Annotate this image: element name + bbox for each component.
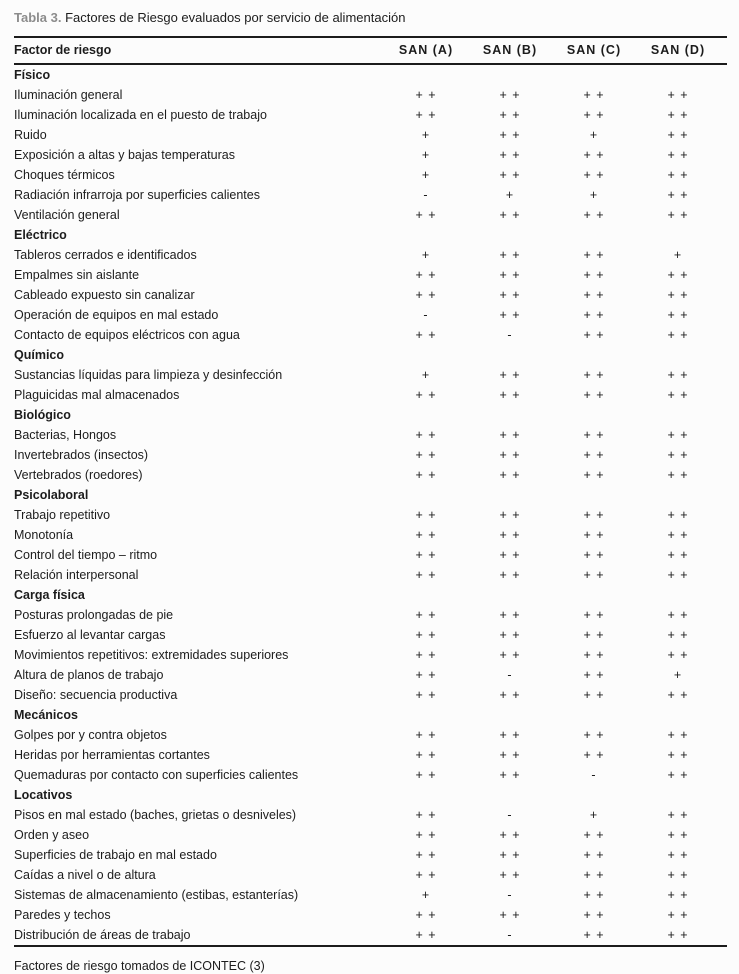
rating-cell: + +: [667, 888, 689, 902]
rating-cell: + +: [583, 848, 605, 862]
factor-cell: Relación interpersonal: [14, 568, 139, 582]
rating-cell: + +: [667, 748, 689, 762]
rating-cell: + +: [499, 368, 521, 382]
rating-cell: + +: [583, 208, 605, 222]
rating-cell: +: [421, 128, 431, 142]
rating-cell: + +: [667, 188, 689, 202]
rating-cell: + +: [583, 608, 605, 622]
factor-cell: Vertebrados (roedores): [14, 468, 143, 482]
table-row: [14, 285, 727, 305]
table-footnote: Factores de riesgo tomados de ICONTEC (3): [14, 959, 265, 973]
rating-cell: + +: [499, 508, 521, 522]
category-label: Psicolaboral: [14, 488, 89, 502]
rating-cell: + +: [583, 368, 605, 382]
table-row: [14, 685, 727, 705]
rating-cell: + +: [499, 448, 521, 462]
table-title-label: Tabla 3.: [14, 10, 62, 25]
rating-cell: + +: [583, 748, 605, 762]
rating-cell: + +: [415, 468, 437, 482]
table-row: [14, 805, 727, 825]
table-row: [14, 505, 727, 525]
rating-cell: +: [673, 248, 683, 262]
factor-cell: Bacterias, Hongos: [14, 428, 117, 442]
rating-cell: + +: [583, 568, 605, 582]
table-row: [14, 565, 727, 585]
rating-cell: +: [421, 248, 431, 262]
table-row: [14, 145, 727, 165]
rating-cell: + +: [583, 508, 605, 522]
rating-cell: + +: [499, 688, 521, 702]
rating-cell: + +: [415, 868, 437, 882]
rating-cell: + +: [583, 648, 605, 662]
table-header-row: [14, 38, 727, 65]
factor-cell: Iluminación localizada en el puesto de trabajo: [14, 108, 267, 122]
rating-cell: -: [507, 668, 513, 682]
rating-cell: + +: [667, 648, 689, 662]
factor-cell: Monotonía: [14, 528, 74, 542]
category-label: Eléctrico: [14, 228, 67, 242]
rating-cell: + +: [583, 448, 605, 462]
rating-cell: + +: [415, 808, 437, 822]
table-row: [14, 925, 727, 945]
factor-cell: Tableros cerrados e identificados: [14, 248, 197, 262]
rating-cell: + +: [415, 288, 437, 302]
rating-cell: + +: [499, 288, 521, 302]
rating-cell: + +: [499, 868, 521, 882]
category-row: [14, 585, 727, 605]
table-row: [14, 625, 727, 645]
table-row: [14, 645, 727, 665]
rating-cell: + +: [583, 928, 605, 942]
table-row: [14, 745, 727, 765]
factor-cell: Golpes por y contra objetos: [14, 728, 167, 742]
rating-cell: + +: [583, 528, 605, 542]
rating-cell: + +: [499, 628, 521, 642]
rating-cell: + +: [415, 628, 437, 642]
rating-cell: + +: [415, 848, 437, 862]
rating-cell: + +: [583, 88, 605, 102]
rating-cell: + +: [583, 288, 605, 302]
factor-cell: Sustancias líquidas para limpieza y desinfección: [14, 368, 283, 382]
rating-cell: + +: [667, 388, 689, 402]
rating-cell: + +: [667, 728, 689, 742]
table-row: [14, 885, 727, 905]
rating-cell: + +: [415, 428, 437, 442]
rating-cell: + +: [499, 468, 521, 482]
rating-cell: + +: [667, 628, 689, 642]
rating-cell: + +: [415, 528, 437, 542]
table-title-text: Factores de Riesgo evaluados por servicio de alimentación: [65, 10, 406, 25]
rating-cell: + +: [583, 468, 605, 482]
rating-cell: + +: [499, 108, 521, 122]
category-label: Locativos: [14, 788, 73, 802]
table-row: [14, 205, 727, 225]
rating-cell: +: [505, 188, 515, 202]
factor-cell: Diseño: secuencia productiva: [14, 688, 178, 702]
rating-cell: + +: [667, 428, 689, 442]
table-row: [14, 245, 727, 265]
factor-cell: Iluminación general: [14, 88, 123, 102]
table-row: [14, 165, 727, 185]
rating-cell: + +: [583, 668, 605, 682]
category-row: [14, 345, 727, 365]
table-row: [14, 445, 727, 465]
factor-cell: Exposición a altas y bajas temperaturas: [14, 148, 235, 162]
rating-cell: + +: [667, 848, 689, 862]
rating-cell: +: [673, 668, 683, 682]
rating-cell: + +: [583, 248, 605, 262]
rating-cell: + +: [583, 148, 605, 162]
category-label: Físico: [14, 68, 51, 82]
factor-cell: Cableado expuesto sin canalizar: [14, 288, 195, 302]
table-row: [14, 845, 727, 865]
rating-cell: +: [421, 148, 431, 162]
table-row: [14, 665, 727, 685]
category-row: [14, 705, 727, 725]
rating-cell: +: [421, 368, 431, 382]
factor-cell: Ruido: [14, 128, 47, 142]
rating-cell: + +: [583, 168, 605, 182]
factor-cell: Heridas por herramientas cortantes: [14, 748, 210, 762]
rating-cell: + +: [415, 828, 437, 842]
rating-cell: + +: [415, 768, 437, 782]
column-header-san-b: SAN (B): [482, 43, 538, 57]
rating-cell: + +: [499, 248, 521, 262]
rating-cell: -: [591, 768, 597, 782]
rating-cell: + +: [667, 268, 689, 282]
rating-cell: + +: [667, 908, 689, 922]
rating-cell: + +: [667, 328, 689, 342]
table-row: [14, 85, 727, 105]
rating-cell: + +: [583, 868, 605, 882]
factor-cell: Radiación infrarroja por superficies calientes: [14, 188, 260, 202]
table-row: [14, 385, 727, 405]
rating-cell: -: [507, 888, 513, 902]
rating-cell: + +: [415, 388, 437, 402]
category-label: Químico: [14, 348, 65, 362]
factor-cell: Orden y aseo: [14, 828, 90, 842]
rating-cell: + +: [415, 448, 437, 462]
rating-cell: + +: [667, 928, 689, 942]
table-row: [14, 125, 727, 145]
rating-cell: + +: [667, 128, 689, 142]
rating-cell: +: [421, 168, 431, 182]
rating-cell: + +: [667, 148, 689, 162]
factor-cell: Sistemas de almacenamiento (estibas, estanterías): [14, 888, 299, 902]
rating-cell: + +: [667, 308, 689, 322]
column-header-san-d: SAN (D): [650, 43, 706, 57]
rating-cell: + +: [415, 668, 437, 682]
rating-cell: + +: [499, 848, 521, 862]
rating-cell: + +: [583, 308, 605, 322]
table-row: [14, 265, 727, 285]
rating-cell: + +: [499, 908, 521, 922]
rating-cell: -: [507, 928, 513, 942]
rating-cell: + +: [667, 168, 689, 182]
table-row: [14, 605, 727, 625]
rating-cell: + +: [499, 568, 521, 582]
category-row: [14, 225, 727, 245]
rating-cell: + +: [499, 608, 521, 622]
rating-cell: + +: [415, 608, 437, 622]
factor-cell: Choques térmicos: [14, 168, 115, 182]
rating-cell: + +: [499, 748, 521, 762]
rating-cell: + +: [499, 768, 521, 782]
rating-cell: + +: [667, 868, 689, 882]
column-header-factor: Factor de riesgo: [14, 43, 112, 57]
table-row: [14, 545, 727, 565]
table-row: [14, 825, 727, 845]
column-header-san-c: SAN (C): [566, 43, 622, 57]
risk-factors-table: [14, 36, 727, 947]
rating-cell: + +: [583, 728, 605, 742]
factor-cell: Altura de planos de trabajo: [14, 668, 164, 682]
rating-cell: + +: [667, 88, 689, 102]
rating-cell: + +: [583, 628, 605, 642]
rating-cell: + +: [667, 568, 689, 582]
category-row: [14, 65, 727, 85]
rating-cell: + +: [415, 88, 437, 102]
rating-cell: + +: [667, 548, 689, 562]
table-row: [14, 725, 727, 745]
factor-cell: Paredes y techos: [14, 908, 111, 922]
rating-cell: + +: [415, 748, 437, 762]
rating-cell: +: [589, 188, 599, 202]
rating-cell: + +: [667, 688, 689, 702]
factor-cell: Control del tiempo – ritmo: [14, 548, 158, 562]
factor-cell: Trabajo repetitivo: [14, 508, 111, 522]
table-title: [14, 10, 727, 26]
rating-cell: + +: [415, 548, 437, 562]
rating-cell: + +: [415, 908, 437, 922]
rating-cell: + +: [667, 448, 689, 462]
table-row: [14, 905, 727, 925]
rating-cell: + +: [667, 828, 689, 842]
rating-cell: + +: [415, 928, 437, 942]
factor-cell: Operación de equipos en mal estado: [14, 308, 219, 322]
rating-cell: +: [589, 808, 599, 822]
rating-cell: -: [507, 328, 513, 342]
rating-cell: + +: [415, 728, 437, 742]
rating-cell: + +: [415, 268, 437, 282]
table-row: [14, 425, 727, 445]
rating-cell: + +: [667, 468, 689, 482]
factor-cell: Empalmes sin aislante: [14, 268, 140, 282]
table-row: [14, 305, 727, 325]
rating-cell: + +: [415, 508, 437, 522]
factor-cell: Posturas prolongadas de pie: [14, 608, 174, 622]
rating-cell: -: [423, 188, 429, 202]
column-header-san-a: SAN (A): [398, 43, 454, 57]
rating-cell: -: [507, 808, 513, 822]
factor-cell: Contacto de equipos eléctricos con agua: [14, 328, 240, 342]
rating-cell: + +: [499, 308, 521, 322]
table-row: [14, 325, 727, 345]
rating-cell: + +: [499, 828, 521, 842]
rating-cell: + +: [583, 328, 605, 342]
rating-cell: + +: [499, 428, 521, 442]
table-row: [14, 525, 727, 545]
rating-cell: + +: [499, 728, 521, 742]
rating-cell: +: [589, 128, 599, 142]
rating-cell: + +: [499, 528, 521, 542]
factor-cell: Movimientos repetitivos: extremidades superiores: [14, 648, 289, 662]
rating-cell: + +: [415, 208, 437, 222]
factor-cell: Plaguicidas mal almacenados: [14, 388, 180, 402]
rating-cell: + +: [583, 828, 605, 842]
rating-cell: -: [423, 308, 429, 322]
rating-cell: + +: [499, 548, 521, 562]
rating-cell: + +: [415, 648, 437, 662]
rating-cell: + +: [499, 148, 521, 162]
rating-cell: + +: [583, 428, 605, 442]
rating-cell: + +: [499, 388, 521, 402]
rating-cell: + +: [499, 128, 521, 142]
rating-cell: + +: [667, 288, 689, 302]
rating-cell: + +: [667, 808, 689, 822]
category-row: [14, 785, 727, 805]
category-label: Mecánicos: [14, 708, 78, 722]
table-row: [14, 465, 727, 485]
rating-cell: + +: [415, 328, 437, 342]
rating-cell: + +: [667, 108, 689, 122]
category-label: Biológico: [14, 408, 71, 422]
category-row: [14, 485, 727, 505]
factor-cell: Distribución de áreas de trabajo: [14, 928, 191, 942]
rating-cell: + +: [499, 268, 521, 282]
rating-cell: + +: [667, 768, 689, 782]
rating-cell: + +: [499, 648, 521, 662]
rating-cell: + +: [583, 108, 605, 122]
rating-cell: + +: [667, 368, 689, 382]
factor-cell: Superficies de trabajo en mal estado: [14, 848, 217, 862]
rating-cell: + +: [667, 528, 689, 542]
rating-cell: + +: [667, 508, 689, 522]
rating-cell: +: [421, 888, 431, 902]
table-row: [14, 865, 727, 885]
factor-cell: Pisos en mal estado (baches, grietas o desniveles): [14, 808, 297, 822]
rating-cell: + +: [415, 688, 437, 702]
category-row: [14, 405, 727, 425]
rating-cell: + +: [499, 168, 521, 182]
rating-cell: + +: [667, 608, 689, 622]
rating-cell: + +: [415, 568, 437, 582]
rating-cell: + +: [583, 908, 605, 922]
rating-cell: + +: [583, 268, 605, 282]
rating-cell: + +: [583, 548, 605, 562]
rating-cell: + +: [583, 888, 605, 902]
table-row: [14, 365, 727, 385]
factor-cell: Caídas a nivel o de altura: [14, 868, 156, 882]
factor-cell: Invertebrados (insectos): [14, 448, 149, 462]
rating-cell: + +: [583, 388, 605, 402]
factor-cell: Quemaduras por contacto con superficies calientes: [14, 768, 299, 782]
table-body: [14, 65, 727, 945]
category-label: Carga física: [14, 588, 85, 602]
rating-cell: + +: [499, 88, 521, 102]
rating-cell: + +: [583, 688, 605, 702]
table-row: [14, 105, 727, 125]
rating-cell: + +: [499, 208, 521, 222]
factor-cell: Esfuerzo al levantar cargas: [14, 628, 166, 642]
factor-cell: Ventilación general: [14, 208, 120, 222]
table-row: [14, 185, 727, 205]
rating-cell: + +: [415, 108, 437, 122]
table-row: [14, 765, 727, 785]
rating-cell: + +: [667, 208, 689, 222]
